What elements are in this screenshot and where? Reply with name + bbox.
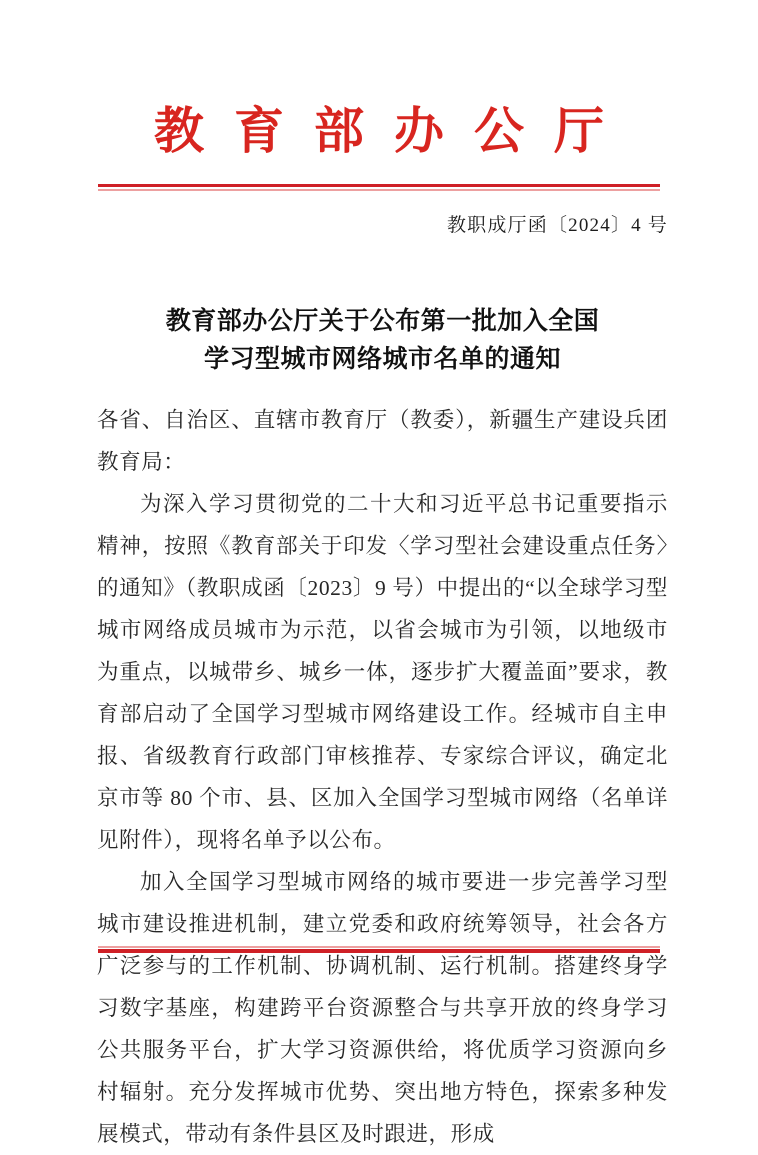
rule-thin-bar (98, 189, 660, 191)
rule-thick-bar (98, 949, 660, 953)
masthead-red-double-rule (98, 184, 660, 191)
body-paragraph-1: 为深入学习贯彻党的二十大和习近平总书记重要指示精神，按照《教育部关于印发〈学习型社会建设重点任务〉的通知》（教职成函〔2023〕9 号）中提出的“以全球学习型城市网络成员城市为示范，以省会城市为引领，以地级市为重点，以城带乡、城乡一体，逐步扩大覆盖面”要求，教育部启动了全国学习型城市网络建设工作。经城市自主申报、省级教育行政部门审核推荐、专家综合评议，确定北京市等 80 个市、县、区加入全国学习型城市网络（名单详见附件），现将名单予以公布。 (97, 492, 668, 852)
page-title-line-1: 教育部办公厅关于公布第一批加入全国 (165, 308, 600, 335)
rule-thick-bar (98, 184, 660, 187)
issuing-organization-title: 教育部办公厅 (154, 103, 634, 159)
footer-red-double-rule (98, 946, 660, 954)
document-body (97, 399, 668, 1155)
salutation: 各省、自治区、直辖市教育厅（教委），新疆生产建设兵团教育局： (97, 408, 668, 474)
masthead (0, 104, 758, 159)
document-number: 教职成厅函〔2024〕4 号 (446, 215, 668, 236)
body-paragraph-2: 加入全国学习型城市网络的城市要进一步完善学习型城市建设推进机制，建立党委和政府统筹领导，社会各方广泛参与的工作机制、协调机制、运行机制。搭建终身学习数字基座，构建跨平台资源整合与共享开放的终身学习公共服务平台，扩大学习资源供给，将优质学习资源向乡村辐射。充分发挥城市优势、突出地方特色，探索多种发展模式，带动有条件县区及时跟进，形成 (97, 870, 668, 1146)
page-title-line-2: 学习型城市网络城市名单的通知 (203, 346, 561, 373)
rule-thin-bar (98, 946, 660, 948)
page-title (97, 303, 668, 379)
